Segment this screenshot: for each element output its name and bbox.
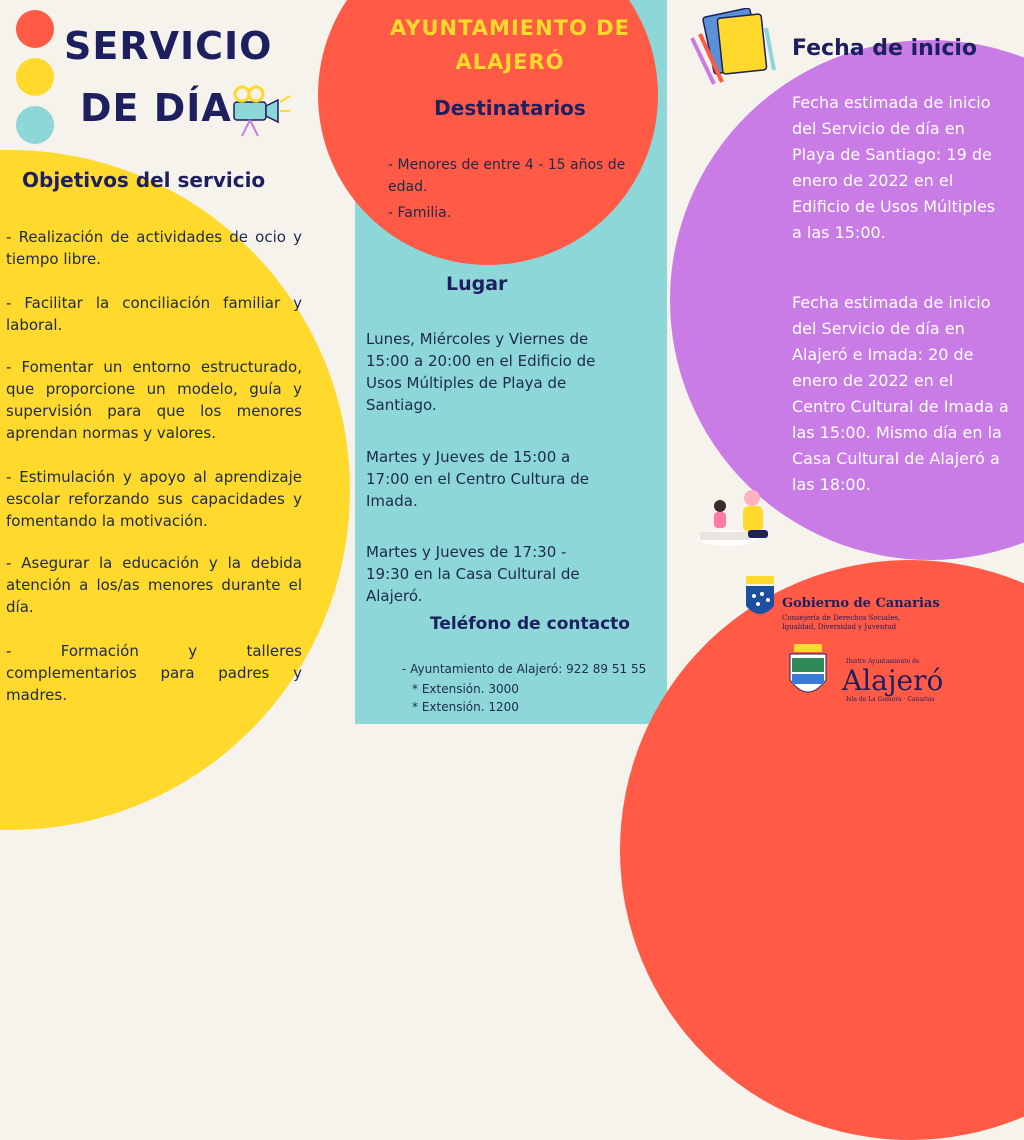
contact-extension: * Extensión. 3000 (412, 682, 519, 696)
children-playing-illustration (688, 486, 780, 558)
start-date-heading: Fecha de inicio (792, 36, 978, 61)
contact-heading: Teléfono de contacto (430, 614, 630, 634)
notebooks-icon (690, 8, 780, 88)
objectives-heading: Objetivos del servicio (22, 168, 266, 192)
start-date-paragraph: Fecha estimada de inicio del Servicio de día en Playa de Santiago: 19 de enero de 2022 en el Edificio de Usos Múltiples a las 15:00. (792, 93, 996, 242)
place-item: Martes y Jueves de 17:30 - 19:30 en la Casa Cultural de Alajeró. (366, 543, 580, 605)
gobierno-sub: Igualdad, Diversidad y Juventud (782, 623, 897, 631)
canarias-shield-icon (742, 576, 778, 624)
objective-item: - Asegurar la educación y la debida atención a los/as menores durante el día. (6, 554, 302, 616)
page-title-line2: DE DÍA (80, 86, 232, 130)
camera-icon (222, 82, 292, 138)
red-dot (16, 10, 54, 48)
gobierno-name: Gobierno de Canarias (782, 596, 940, 611)
gobierno-sub: Consejería de Derechos Sociales, (782, 614, 901, 622)
contact-extension: * Extensión. 1200 (412, 700, 519, 714)
place-item: Lunes, Miércoles y Viernes de 15:00 a 20:00 en el Edificio de Usos Múltiples de Playa de Santiago. (366, 330, 596, 414)
page-title-line1: SERVICIO (64, 24, 273, 68)
objective-item: - Facilitar la conciliación familiar y laboral. (6, 294, 302, 334)
org-title-line2: ALAJERÓ (455, 50, 565, 74)
yellow-dot (16, 58, 54, 96)
ayto-sub: Isla de La Gomera · Canarias (846, 696, 935, 703)
objective-item: - Estimulación y apoyo al aprendizaje escolar reforzando sus capacidades y fomentando la motivación. (6, 468, 302, 530)
ayto-name: Alajeró (842, 664, 944, 697)
recipient-item: - Menores de entre 4 - 15 años de edad. (388, 157, 626, 195)
org-title-line1: AYUNTAMIENTO DE (390, 16, 630, 40)
place-item: Martes y Jueves de 15:00 a 17:00 en el Centro Cultura de Imada. (366, 448, 589, 510)
recipients-heading: Destinatarios (434, 96, 586, 120)
objective-item: - Formación y talleres complementarios para padres y madres. (6, 642, 302, 704)
start-date-paragraph: Fecha estimada de inicio del Servicio de día en Alajeró e Imada: 20 de enero de 2022 en el Centro Cultural de Imada a las 15:00. Mismo día en la Casa Cultural de Alajeró a las 18:00. (792, 293, 1009, 494)
teal-dot (16, 106, 54, 144)
contact-phone: - Ayuntamiento de Alajeró: 922 89 51 55 (402, 662, 647, 676)
place-heading: Lugar (446, 273, 508, 295)
objective-item: - Realización de actividades de ocio y tiempo libre. (6, 228, 302, 268)
recipient-item: - Familia. (388, 205, 452, 221)
alajero-shield-icon (786, 644, 830, 704)
objective-item: - Fomentar un entorno estructurado, que proporcione un modelo, guía y supervisión para que los menores aprendan normas y valores. (6, 358, 302, 442)
ayto-small: Ilustre Ayuntamiento de (846, 658, 920, 665)
